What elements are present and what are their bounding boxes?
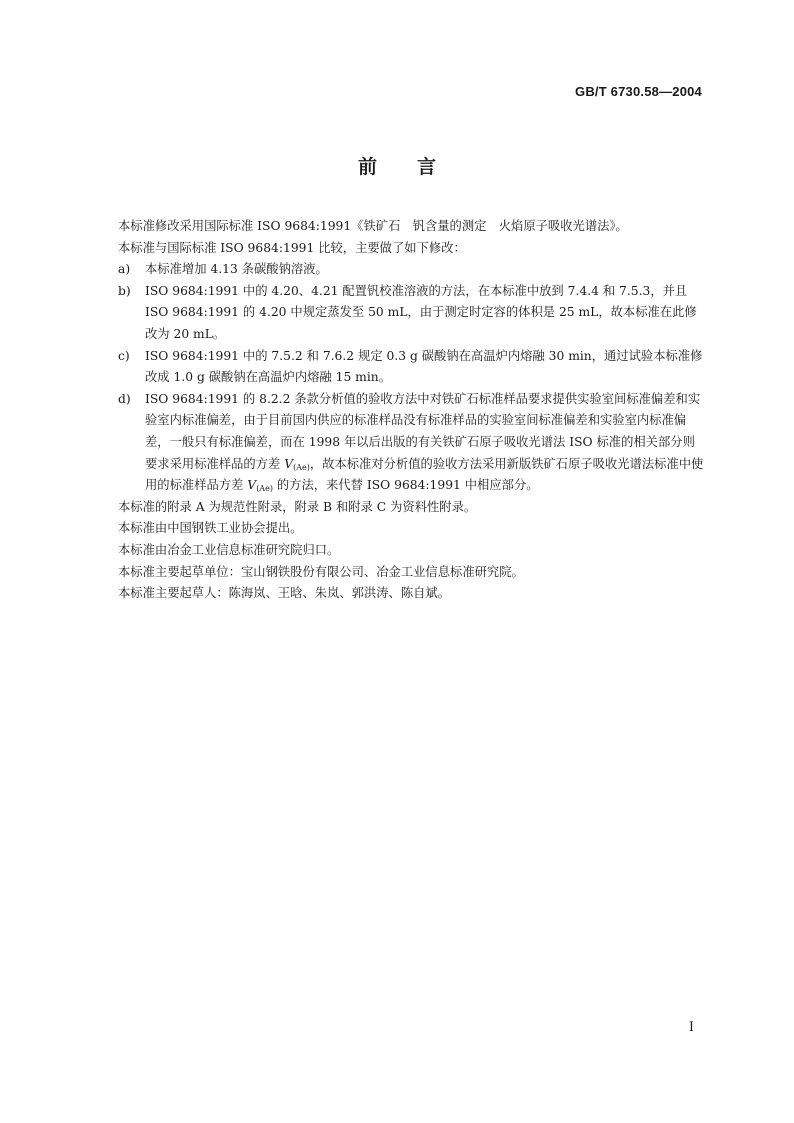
list-item-a	[118, 259, 704, 281]
list-marker: d)	[118, 391, 131, 406]
list-marker: c)	[118, 348, 130, 363]
list-item-d	[118, 389, 704, 497]
variance-subscript: (Ae)	[256, 484, 273, 494]
paragraph-annexes: 本标准的附录 A 为规范性附录，附录 B 和附录 C 为资料性附录。	[118, 499, 477, 514]
list-item-c	[118, 346, 704, 389]
list-marker: a)	[118, 262, 131, 277]
paragraph-comparison: 本标准与国际标准 ISO 9684:1991 比较，主要做了如下修改：	[118, 240, 466, 255]
variance-subscript: (Ae)	[293, 462, 310, 472]
paragraph-proposer: 本标准由中国钢铁工业协会提出。	[118, 521, 303, 536]
list-item-text: ISO 9684:1991 中的 7.5.2 和 7.6.2 规定 0.3 g 碳酸钠在高温炉内熔融 30 min，通过试验本标准修改成 1.0 g 碳酸钠在高温炉内熔融 15 min。	[145, 348, 703, 385]
variance-symbol: V	[284, 456, 294, 471]
foreword-body	[118, 216, 704, 605]
paragraph-drafting-units: 本标准主要起草单位：宝山钢铁股份有限公司、冶金工业信息标准研究院。	[118, 564, 524, 579]
standard-number: GB/T 6730.58—2004	[575, 84, 702, 99]
list-item-text: ISO 9684:1991 中的 4.20、4.21 配置钒校准溶液的方法，在本标准中放到 7.4.4 和 7.5.3，并且 ISO 9684:1991 的 4.20 中规定蒸发至 50 mL，由于测定时定容的体积是 25 mL，故本标准在此修改为 20 mL。	[145, 283, 697, 341]
list-marker: b)	[118, 283, 131, 298]
paragraph-adoption: 本标准修改采用国际标准 ISO 9684:1991《铁矿石 钒含量的测定 火焰原子吸收光谱法》。	[118, 219, 628, 233]
list-item-b	[118, 281, 704, 346]
paragraph-drafters: 本标准主要起草人：陈海岚、王晗、朱岚、郭洪涛、陈自斌。	[118, 586, 451, 601]
page-number: I	[688, 1020, 694, 1035]
variance-symbol: V	[247, 478, 257, 493]
list-item-text: 本标准增加 4.13 条碳酸钠溶液。	[145, 262, 328, 277]
page-title: 前言	[357, 156, 476, 178]
list-item-text: ISO 9684:1991 的 8.2.2 条款分析值的验收方法中对铁矿石标准样品要求提供实验室间标准偏差和实验室内标准偏差，由于目前国内供应的标准样品没有标准样品的实验室间标准偏差和实验室内标准偏差，一般只有标准偏差，而在 1998 年以后出版的有关铁矿石原子吸收光谱法 ISO 标准的相关部分则要求采用标准样品的方差 $V_{(Ae)}$，故本标准对分析值的验收方法采用新版铁矿石原子吸收光谱法标准中使用的标准样品方差 $V_{(Ae)}$ 的方法，来代替 ISO 9684:1991 中相应部分。	[145, 391, 704, 494]
paragraph-centralized: 本标准由冶金工业信息标准研究院归口。	[118, 542, 340, 557]
